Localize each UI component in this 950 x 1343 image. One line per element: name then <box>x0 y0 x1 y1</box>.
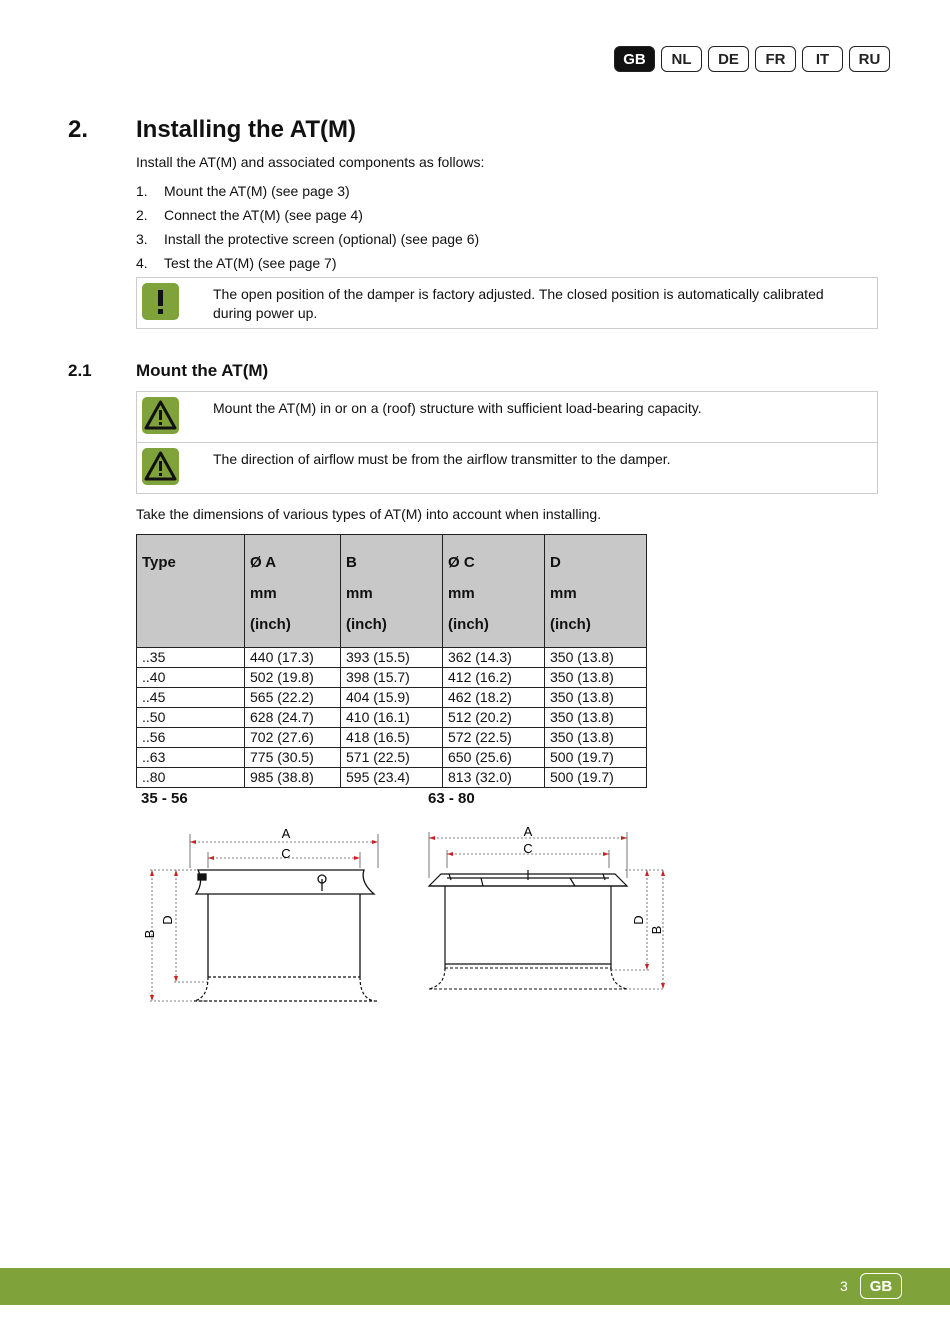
footer-lang-badge: GB <box>860 1273 902 1299</box>
section-intro: Install the AT(M) and associated components as follows: <box>136 154 485 170</box>
diagram-63-80 <box>425 820 675 1000</box>
lang-tab-de[interactable]: DE <box>708 46 749 72</box>
dim-d-label: D <box>631 915 646 925</box>
header-c: Ø C mm (inch) <box>443 535 545 648</box>
header-b: B mm (inch) <box>341 535 443 648</box>
dim-c-label: C <box>523 841 533 856</box>
subsection-number: 2.1 <box>68 361 92 380</box>
table-row: ..50 628 (24.7) 410 (16.1) 512 (20.2) 350 (13.8) <box>137 708 647 728</box>
dim-d-label: D <box>160 915 175 925</box>
lang-tab-gb[interactable]: GB <box>614 46 655 72</box>
footer-bar <box>0 1268 950 1305</box>
notice-box <box>136 277 878 329</box>
warning-row <box>137 392 877 442</box>
list-item: 2. Connect the AT(M) (see page 4) <box>136 207 363 223</box>
lang-tab-it[interactable]: IT <box>802 46 843 72</box>
warning-triangle-icon <box>142 397 179 434</box>
dim-b-label: B <box>142 929 157 939</box>
dimensions-table <box>136 534 647 788</box>
header-d: D mm (inch) <box>545 535 647 648</box>
dim-a-label: A <box>281 826 291 841</box>
table-row: ..63 775 (30.5) 571 (22.5) 650 (25.6) 500 (19.7) <box>137 748 647 768</box>
warning-triangle-icon <box>142 448 179 485</box>
table-row: ..56 702 (27.6) 418 (16.5) 572 (22.5) 350 (13.8) <box>137 728 647 748</box>
lang-tab-nl[interactable]: NL <box>661 46 702 72</box>
subsection-title: Mount the AT(M) <box>136 361 269 380</box>
section-title: Installing the AT(M) <box>136 116 356 143</box>
warning-text: Mount the AT(M) in or on a (roof) structure with sufficient load-bearing capacity. <box>213 400 702 416</box>
table-row: ..80 985 (38.8) 595 (23.4) 813 (32.0) 500 (19.7) <box>137 768 647 788</box>
dim-a-label: A <box>523 824 533 839</box>
dim-b-label: B <box>649 925 664 935</box>
list-item: 3. Install the protective screen (optional) (see page 6) <box>136 231 480 247</box>
diagram-35-56 <box>138 820 388 1010</box>
lang-tab-fr[interactable]: FR <box>755 46 796 72</box>
warning-text: The direction of airflow must be from the airflow transmitter to the damper. <box>213 451 671 467</box>
warning-box <box>136 391 878 494</box>
exclamation-icon <box>142 283 179 320</box>
list-item: 1. Mount the AT(M) (see page 3) <box>136 183 350 199</box>
header-a: Ø A mm (inch) <box>245 535 341 648</box>
language-tabs <box>614 46 890 72</box>
lang-tab-ru[interactable]: RU <box>849 46 890 72</box>
notice-row <box>137 278 877 328</box>
table-row: ..40 502 (19.8) 398 (15.7) 412 (16.2) 350 (13.8) <box>137 668 647 688</box>
header-type: Type <box>137 535 245 648</box>
page-number: 3 <box>840 1278 848 1294</box>
table-intro: Take the dimensions of various types of AT(M) into account when installing. <box>136 506 602 522</box>
list-item: 4. Test the AT(M) (see page 7) <box>136 255 337 271</box>
table-row: ..35 440 (17.3) 393 (15.5) 362 (14.3) 350 (13.8) <box>137 648 647 668</box>
warning-row <box>137 442 877 493</box>
section-number: 2. <box>68 116 89 143</box>
notice-text: The open position of the damper is factory adjusted. The closed position is automatically calibrated during power up. <box>213 286 824 321</box>
diagram-label-left: 35 - 56 <box>141 790 188 807</box>
table-row: ..45 565 (22.2) 404 (15.9) 462 (18.2) 350 (13.8) <box>137 688 647 708</box>
table-header-row <box>137 535 647 648</box>
diagram-label-right: 63 - 80 <box>428 790 475 807</box>
step-list <box>136 183 479 279</box>
dim-c-label: C <box>281 846 291 861</box>
